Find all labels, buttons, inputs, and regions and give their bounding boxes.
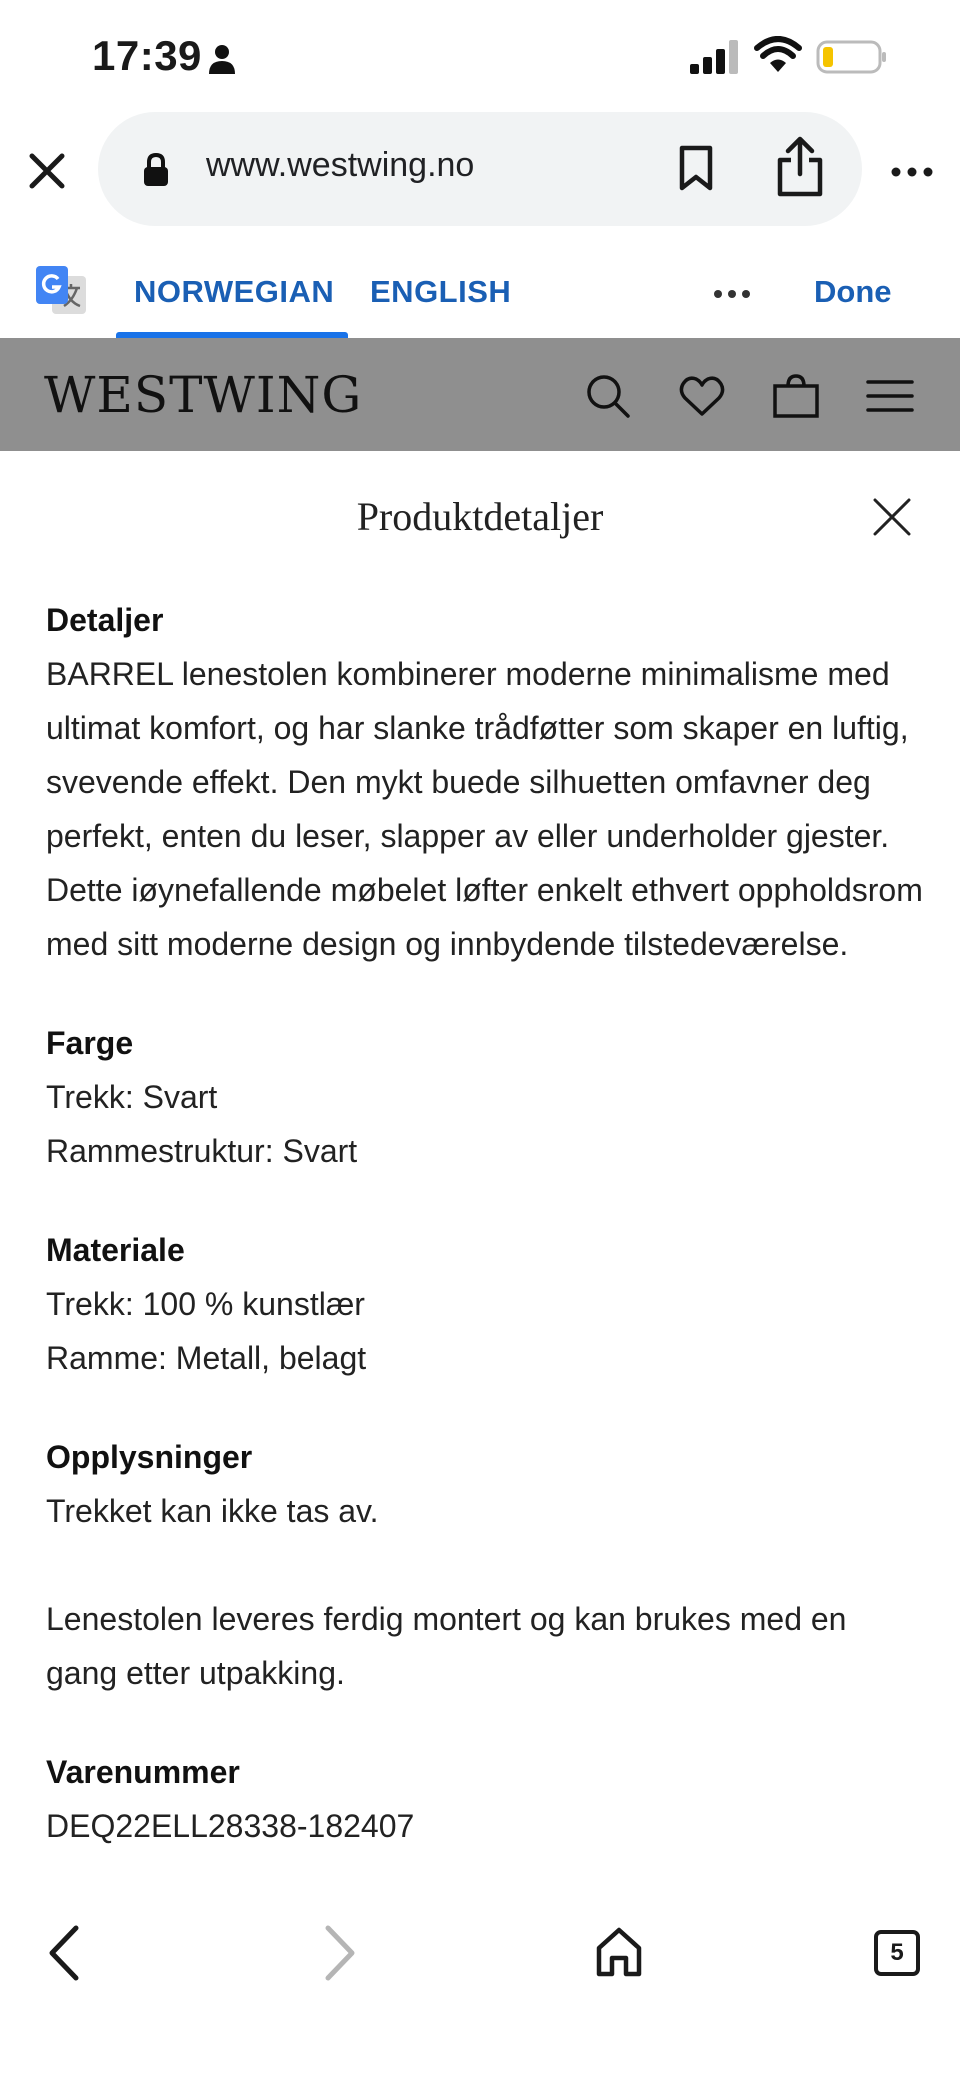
close-tab-button[interactable] xyxy=(22,146,72,196)
cellular-signal-icon xyxy=(690,40,742,74)
modal-content xyxy=(46,593,926,1896)
status-time: 17:39 xyxy=(92,32,202,79)
section-paragraph: Trekket kan ikke tas av. xyxy=(46,1493,379,1529)
bookmark-icon[interactable] xyxy=(676,144,716,192)
more-options-icon[interactable] xyxy=(888,152,936,192)
section-line: Ramme: Metall, belagt xyxy=(46,1340,367,1376)
bottom-toolbar xyxy=(0,1896,960,2077)
search-icon[interactable] xyxy=(584,372,632,420)
url-text[interactable]: www.westwing.no xyxy=(206,146,475,184)
forward-arrow-icon[interactable] xyxy=(320,1924,360,1982)
tab-english[interactable]: ENGLISH xyxy=(370,274,512,309)
battery-icon xyxy=(816,40,888,74)
section-heading: Varenummer xyxy=(46,1754,240,1790)
done-button[interactable]: Done xyxy=(814,274,892,309)
section-info xyxy=(46,1430,926,1700)
product-details-modal xyxy=(0,451,960,1896)
shopping-bag-icon[interactable] xyxy=(772,372,820,420)
section-line: Trekk: Svart xyxy=(46,1079,218,1115)
section-item-number xyxy=(46,1745,926,1853)
modal-title: Produktdetaljer xyxy=(356,494,604,539)
menu-icon[interactable] xyxy=(866,372,914,420)
section-material xyxy=(46,1223,926,1385)
google-translate-icon xyxy=(36,266,88,316)
status-bar xyxy=(0,0,960,112)
close-icon[interactable] xyxy=(872,497,912,537)
section-heading: Materiale xyxy=(46,1232,185,1268)
lock-icon xyxy=(142,152,170,188)
site-header xyxy=(0,338,960,451)
section-text: BARREL lenestolen kombinerer moderne minimalisme med ultimat komfort, og har slanke trådføtter som skaper en luftig, svevende effekt. Den mykt buede silhuetten omfavner deg perfekt, enten du leser, slapper av eller underholder gjester. Dette iøynefallende møbelet løfter enkelt ethvert oppholdsrom med sitt moderne design og innbydende tilstedeværelse. xyxy=(46,656,923,962)
wifi-icon xyxy=(754,36,802,74)
site-logo[interactable]: WESTWING xyxy=(44,366,363,424)
paragraph-spacer xyxy=(46,1538,926,1592)
tab-norwegian[interactable]: NORWEGIAN xyxy=(134,274,335,309)
tab-count-button[interactable]: 5 xyxy=(874,1930,920,1976)
item-number: DEQ22ELL28338-182407 xyxy=(46,1808,415,1844)
address-bar[interactable] xyxy=(98,112,862,226)
home-icon[interactable] xyxy=(594,1926,644,1978)
translate-bar xyxy=(0,230,960,338)
translate-more-icon[interactable] xyxy=(712,288,752,300)
section-details xyxy=(46,593,926,971)
section-color xyxy=(46,1016,926,1178)
person-icon xyxy=(208,44,236,74)
section-heading: Farge xyxy=(46,1025,134,1061)
section-line: Rammestruktur: Svart xyxy=(46,1133,358,1169)
browser-bar xyxy=(0,112,960,230)
section-paragraph: Lenestolen leveres ferdig montert og kan brukes med en gang etter utpakking. xyxy=(46,1601,847,1691)
share-icon[interactable] xyxy=(774,134,826,198)
back-arrow-icon[interactable] xyxy=(44,1924,84,1982)
section-line: Trekk: 100 % kunstlær xyxy=(46,1286,365,1322)
section-heading: Detaljer xyxy=(46,602,164,638)
heart-icon[interactable] xyxy=(678,372,726,420)
section-heading: Opplysninger xyxy=(46,1439,253,1475)
